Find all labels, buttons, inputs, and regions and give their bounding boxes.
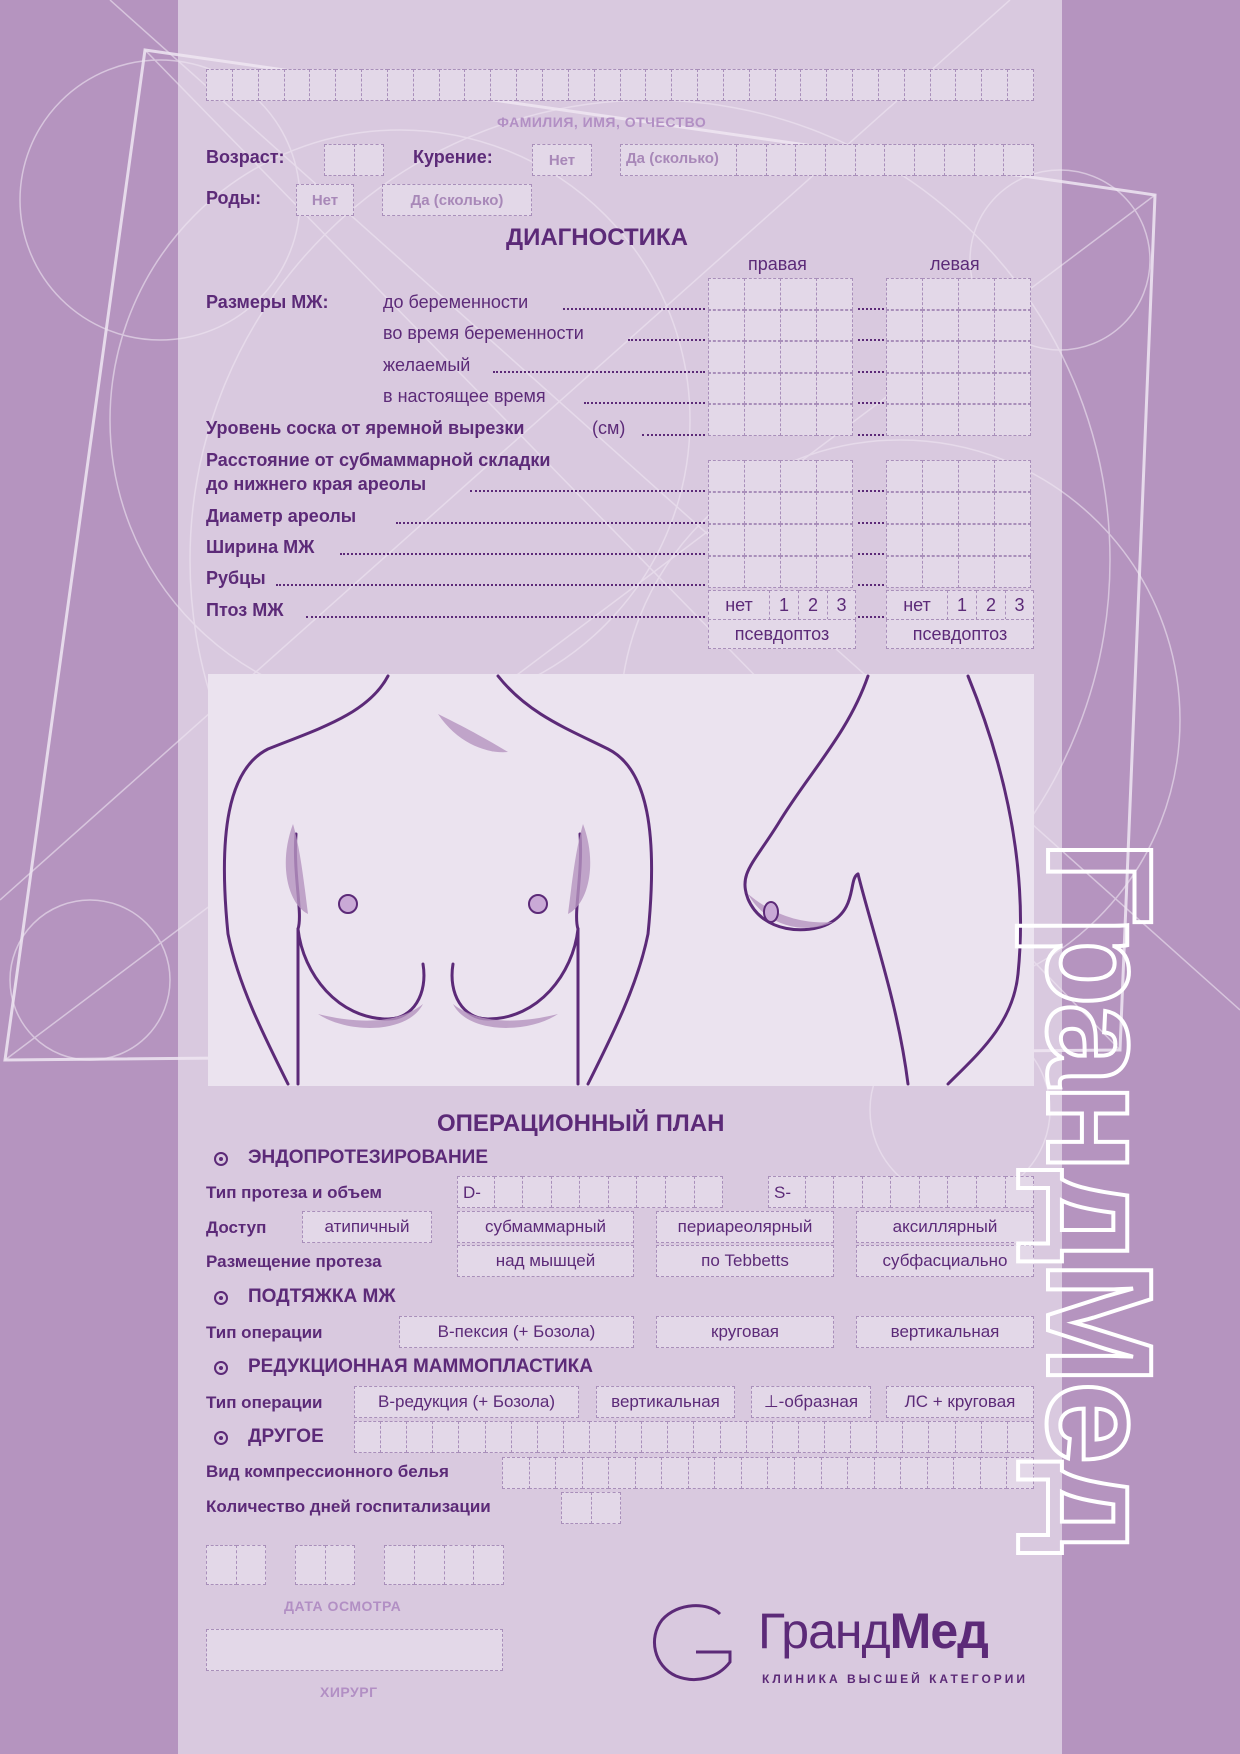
right-measure-grid[interactable]	[708, 460, 856, 588]
implant-s-label: S-	[774, 1183, 791, 1202]
implant-d-label: D-	[463, 1183, 481, 1202]
date-month-field[interactable]	[295, 1545, 355, 1585]
left-measure-grid[interactable]	[886, 460, 1034, 588]
dot-leader	[858, 371, 884, 373]
dot-leader	[493, 371, 705, 373]
size-row-during: во время беременности	[383, 323, 584, 343]
date-year-field[interactable]	[384, 1545, 504, 1585]
size-row-desired: желаемый	[383, 355, 471, 375]
placement-over-muscle[interactable]: над мышцей	[457, 1245, 634, 1277]
births-label: Роды:	[206, 188, 262, 208]
date-caption: ДАТА ОСМОТРА	[284, 1598, 402, 1614]
reduction-b[interactable]: В-редукция (+ Бозола)	[354, 1386, 579, 1418]
dot-leader	[642, 434, 705, 436]
dot-leader	[858, 616, 884, 618]
dot-leader	[858, 522, 884, 524]
reduction-vertical[interactable]: вертикальная	[596, 1386, 735, 1418]
hospital-days-field[interactable]	[561, 1492, 621, 1524]
age-label: Возраст:	[206, 147, 285, 167]
implant-type-label: Тип протеза и объем	[206, 1183, 383, 1202]
logo-wordmark	[758, 1602, 988, 1660]
breast-width-label: Ширина МЖ	[206, 537, 315, 557]
access-axillary[interactable]: аксиллярный	[856, 1211, 1034, 1243]
endo-title: ЭНДОПРОТЕЗИРОВАНИЕ	[248, 1147, 488, 1168]
lift-vertical[interactable]: вертикальная	[856, 1316, 1034, 1348]
dot-leader	[858, 553, 884, 555]
endo-bullet-icon	[214, 1152, 228, 1166]
surgeon-field[interactable]	[206, 1629, 503, 1671]
dot-leader	[396, 522, 705, 524]
births-no-option[interactable]: Нет	[296, 184, 354, 216]
ptosis-left-none[interactable]: нет	[886, 590, 948, 620]
lift-title: ПОДТЯЖКА МЖ	[248, 1286, 396, 1307]
smoking-label: Курение:	[413, 147, 493, 167]
access-periareolar[interactable]: периареолярный	[656, 1211, 834, 1243]
other-field[interactable]	[354, 1421, 1034, 1453]
access-label: Доступ	[206, 1218, 267, 1237]
implant-s-field[interactable]	[768, 1176, 1034, 1208]
distance-label-1: Расстояние от субмаммарной складки	[206, 450, 551, 470]
logo-bold: Мед	[889, 1603, 988, 1659]
smoking-no-option[interactable]: Нет	[532, 144, 592, 176]
breast-diagram-illustration	[208, 674, 1034, 1086]
size-row-before: до беременности	[383, 292, 529, 312]
ptosis-right-1[interactable]: 1	[769, 590, 799, 620]
left-size-grid[interactable]	[886, 278, 1034, 436]
dot-leader	[628, 339, 705, 341]
reduction-title: РЕДУКЦИОННАЯ МАММОПЛАСТИКА	[248, 1356, 593, 1377]
dot-leader	[858, 402, 884, 404]
ptosis-left-3[interactable]: 3	[1005, 590, 1034, 620]
grandmed-logo-icon	[648, 1598, 748, 1688]
dot-leader	[306, 616, 705, 618]
pseudoptosis-left[interactable]: псевдоптоз	[886, 619, 1034, 649]
ptosis-label: Птоз МЖ	[206, 600, 284, 620]
column-right: правая	[748, 254, 807, 274]
dot-leader	[563, 308, 705, 310]
implant-d-field[interactable]	[457, 1176, 723, 1208]
nipple-level-unit: (см)	[592, 418, 626, 438]
dot-leader	[584, 402, 705, 404]
dot-leader	[858, 339, 884, 341]
nipple-level-label: Уровень соска от яремной вырезки	[206, 418, 525, 438]
dot-leader	[858, 434, 884, 436]
compression-label: Вид компрессионного белья	[206, 1462, 449, 1481]
access-atypical[interactable]: атипичный	[302, 1211, 432, 1243]
placement-label: Размещение протеза	[206, 1252, 382, 1271]
ptosis-right-3[interactable]: 3	[827, 590, 856, 620]
date-day-field[interactable]	[206, 1545, 266, 1585]
distance-label-2: до нижнего края ареолы	[206, 474, 427, 494]
logo-tagline: КЛИНИКА ВЫСШЕЙ КАТЕГОРИИ	[762, 1672, 1029, 1686]
lift-type-label: Тип операции	[206, 1323, 323, 1342]
age-field[interactable]	[324, 144, 384, 176]
lift-bullet-icon	[214, 1291, 228, 1305]
dot-leader	[276, 584, 705, 586]
reduction-type-label: Тип операции	[206, 1393, 323, 1412]
reduction-ls-circular[interactable]: ЛС + круговая	[886, 1386, 1034, 1418]
access-submammary[interactable]: субмаммарный	[457, 1211, 634, 1243]
reduction-bullet-icon	[214, 1361, 228, 1375]
dot-leader	[858, 308, 884, 310]
size-row-current: в настоящее время	[383, 386, 546, 406]
column-left: левая	[930, 254, 980, 274]
ptosis-right-2[interactable]: 2	[798, 590, 828, 620]
areola-diameter-label: Диаметр ареолы	[206, 506, 357, 526]
placement-subfascial[interactable]: субфасциально	[856, 1245, 1034, 1277]
compression-field[interactable]	[502, 1457, 1034, 1489]
ptosis-left-1[interactable]: 1	[947, 590, 977, 620]
right-size-grid[interactable]	[708, 278, 856, 436]
smoking-yes-option: Да (сколько)	[626, 150, 719, 167]
plan-title: ОПЕРАЦИОННЫЙ ПЛАН	[437, 1110, 725, 1137]
diagnostics-title: ДИАГНОСТИКА	[506, 224, 688, 251]
name-caption: ФАМИЛИЯ, ИМЯ, ОТЧЕСТВО	[497, 114, 707, 130]
placement-tebbetts[interactable]: по Tebbetts	[656, 1245, 834, 1277]
ptosis-right-none[interactable]: нет	[708, 590, 770, 620]
lift-b-pexy[interactable]: В-пексия (+ Бозола)	[399, 1316, 634, 1348]
pseudoptosis-right[interactable]: псевдоптоз	[708, 619, 856, 649]
dot-leader	[340, 553, 705, 555]
births-yes-option[interactable]: Да (сколько)	[382, 184, 532, 216]
reduction-t-shaped[interactable]: ⊥-образная	[751, 1386, 871, 1418]
other-bullet-icon	[214, 1431, 228, 1445]
patient-name-field[interactable]	[206, 69, 1034, 101]
vertical-brand-text: ГрандМед	[1016, 840, 1184, 1552]
ptosis-left-2[interactable]: 2	[976, 590, 1006, 620]
dot-leader	[858, 490, 884, 492]
dot-leader	[858, 584, 884, 586]
lift-circular[interactable]: круговая	[656, 1316, 834, 1348]
surgeon-caption: ХИРУРГ	[320, 1684, 378, 1700]
sizes-label: Размеры МЖ:	[206, 292, 329, 312]
scars-label: Рубцы	[206, 568, 266, 588]
logo-light: Гранд	[758, 1603, 890, 1659]
dot-leader	[470, 490, 705, 492]
hospital-days-label: Количество дней госпитализации	[206, 1497, 491, 1516]
other-title: ДРУГОЕ	[248, 1426, 324, 1447]
